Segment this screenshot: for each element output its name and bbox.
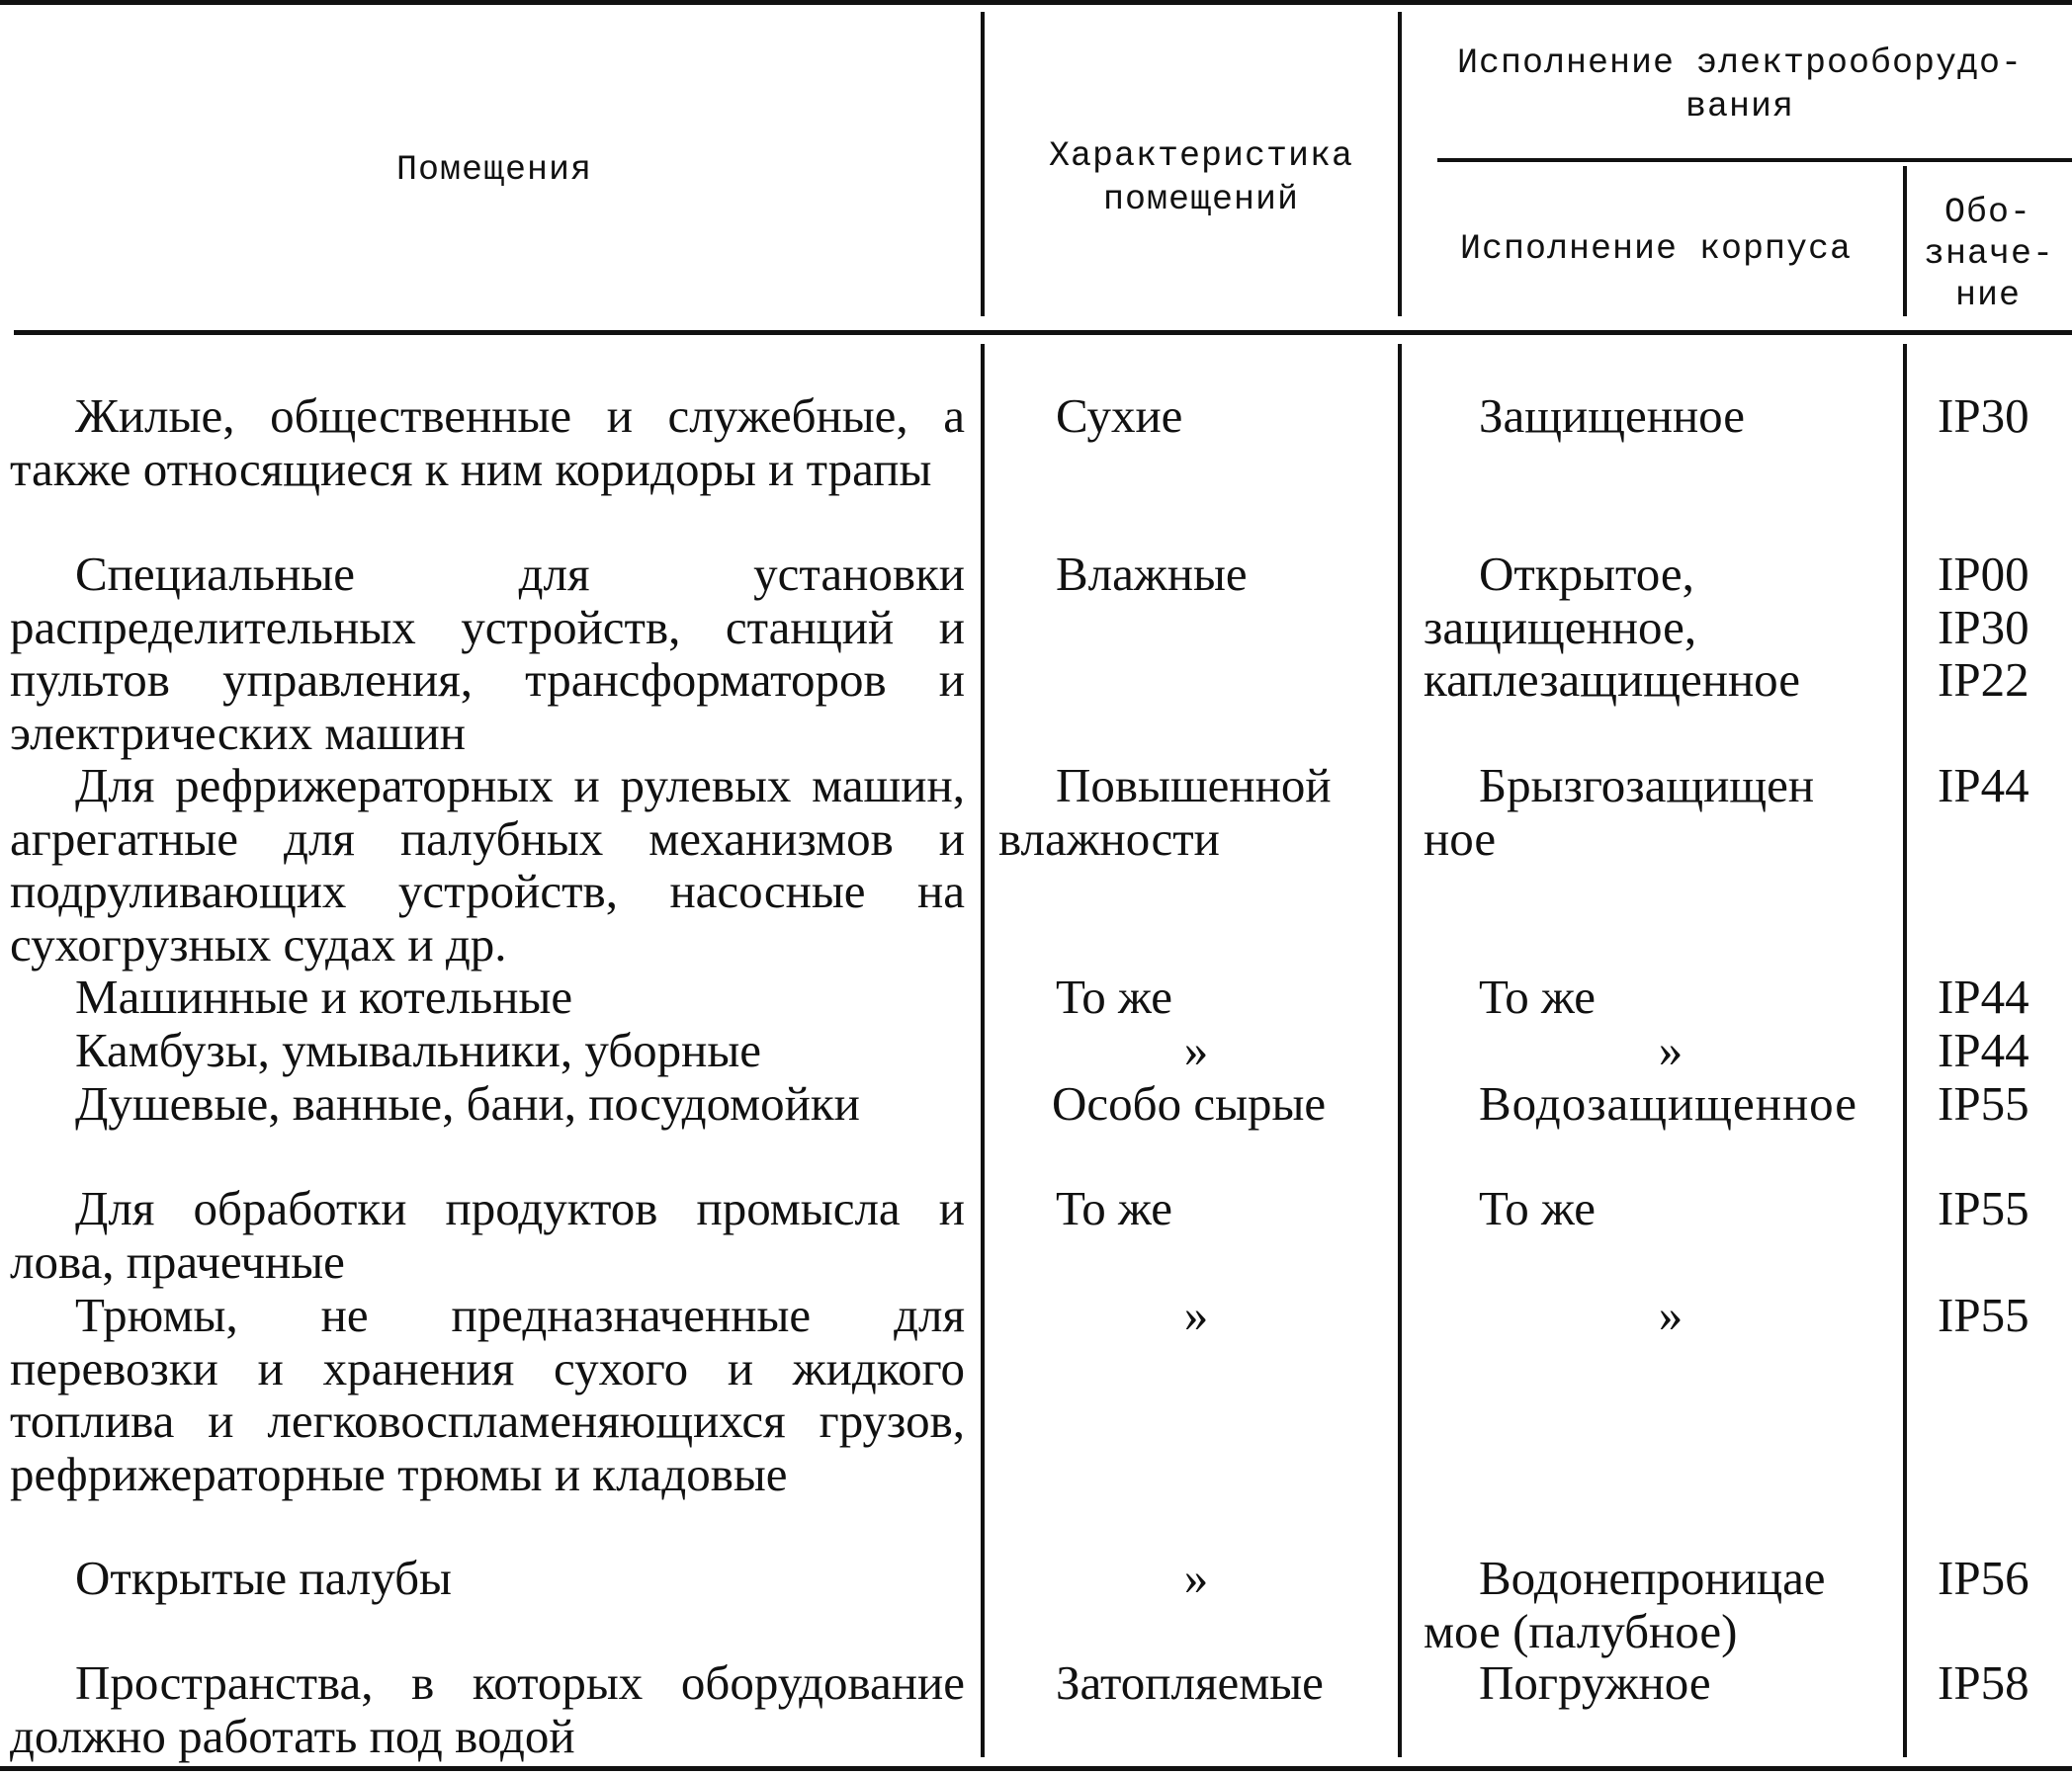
row-5-housing: » <box>1658 1023 1684 1077</box>
row-8-designation: IP55 <box>1938 1288 2029 1342</box>
header-bottom-rule <box>14 330 2072 335</box>
row-9-designation: IP56 <box>1938 1551 2029 1605</box>
body-divider-2 <box>1398 344 1402 1757</box>
row-6-designation: IP55 <box>1938 1076 2029 1131</box>
row-10-room: Пространства, в которых оборудование должно работать под водой <box>10 1655 965 1763</box>
row-4-room: Машинные и котельные <box>75 970 573 1024</box>
row-8-room: Трюмы, не предназначенные для перевозки и хранения сухого и жидкого топлива и легковоспламеняющихся грузов, рефрижераторные трюмы и кладовые <box>10 1288 965 1501</box>
row-6-housing: Водозащищенное <box>1479 1076 1858 1131</box>
table-top-rule <box>0 0 2072 5</box>
header-divider-1 <box>981 12 985 316</box>
row-10-characteristic: Затопляемые <box>1056 1655 1324 1710</box>
row-7-room: Для обработки продуктов промысла и лова, прачечные <box>10 1181 965 1289</box>
table-bottom-rule <box>0 1766 2072 1771</box>
header-equipment: Исполнение электрооборудо-вания <box>1456 43 2024 127</box>
equipment-subheader-rule <box>1437 158 2072 162</box>
row-4-characteristic: То же <box>1056 970 1172 1024</box>
row-1-room: Жилые, общественные и служебные, а также относящиеся к ним коридоры и трапы <box>10 388 965 496</box>
row-7-characteristic: То же <box>1056 1181 1172 1235</box>
row-7-housing: То же <box>1479 1181 1596 1235</box>
row-4-housing: То же <box>1479 970 1596 1024</box>
row-1-housing: Защищенное <box>1479 388 1746 443</box>
row-5-characteristic: » <box>1183 1023 1209 1077</box>
header-divider-3 <box>1903 166 1907 316</box>
row-1-characteristic: Сухие <box>1056 388 1183 443</box>
row-4-designation: IP44 <box>1938 970 2029 1024</box>
row-5-designation: IP44 <box>1938 1023 2029 1077</box>
row-9-housing: Водонепроницаемое (палубное) <box>1424 1551 1826 1658</box>
header-designation: Обо-значе-ние <box>1924 193 2055 315</box>
row-2-housing: Открытое, защищенное, каплезащищенное <box>1424 547 1801 707</box>
row-2-designation: IP00 IP30 IP22 <box>1938 547 2029 707</box>
row-8-housing: » <box>1658 1288 1684 1342</box>
header-divider-2 <box>1398 12 1402 316</box>
header-rooms: Помещения <box>395 150 593 190</box>
body-divider-3 <box>1903 344 1907 1757</box>
header-housing: Исполнение корпуса <box>1459 229 1853 269</box>
row-3-designation: IP44 <box>1938 758 2029 812</box>
row-3-characteristic: Повышенной влажности <box>998 758 1332 866</box>
row-7-designation: IP55 <box>1938 1181 2029 1235</box>
row-10-housing: Погружное <box>1479 1655 1711 1710</box>
row-3-housing: Брызгозащищенное <box>1424 758 1815 866</box>
row-6-room: Душевые, ванные, бани, посудомойки <box>75 1076 860 1131</box>
row-10-designation: IP58 <box>1938 1655 2029 1710</box>
body-divider-1 <box>981 344 985 1757</box>
row-2-characteristic: Влажные <box>1056 547 1248 601</box>
row-2-room: Специальные для установки распределительных устройств, станций и пультов управления, трансформаторов и электрических машин <box>10 547 965 760</box>
row-9-characteristic: » <box>1183 1551 1209 1605</box>
row-1-designation: IP30 <box>1938 388 2029 443</box>
row-6-characteristic: Особо сырые <box>1052 1076 1327 1131</box>
header-characteristic: Характеристика помещений <box>1048 136 1354 219</box>
row-3-room: Для рефрижераторных и рулевых машин, агрегатные для палубных механизмов и подруливающих устройств, насосные на сухогрузных судах и др. <box>10 758 965 972</box>
row-5-room: Камбузы, умывальники, уборные <box>75 1023 762 1077</box>
row-8-characteristic: » <box>1183 1288 1209 1342</box>
row-9-room: Открытые палубы <box>75 1551 452 1605</box>
